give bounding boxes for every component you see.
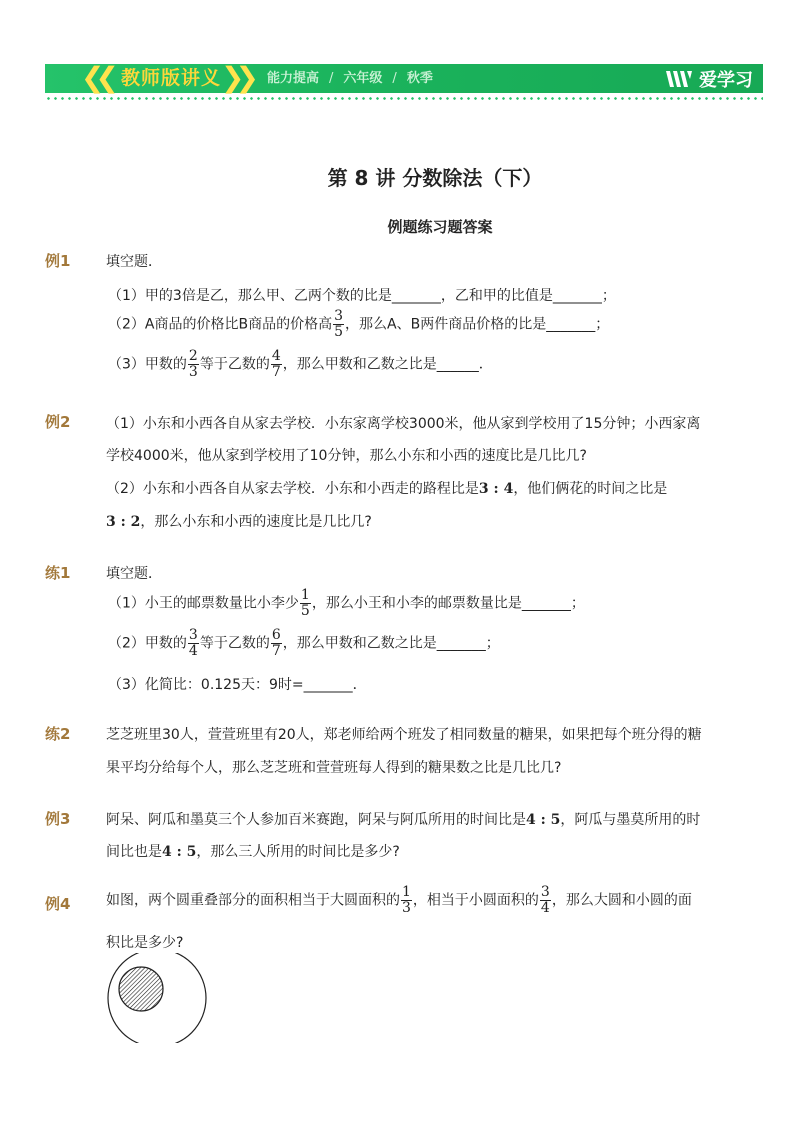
chevron-right-icon: ❯❯ [221,61,250,94]
q-text: 等于乙数的 [199,356,270,373]
q-text: ，相当于小圆面积的 [412,892,539,909]
q-text: 阿呆、阿瓜和墨莫三个人参加百米赛跑，阿呆与阿瓜所用的时间比是 [106,812,526,828]
practice-1-q2 [108,628,500,659]
example-3-label: 例3 [45,810,71,828]
denominator: 4 [188,643,198,659]
numerator: 3 [334,308,344,324]
numerator: 3 [188,627,198,643]
practice-1-q3: （3）化简比：0.125天：9时=_______． [108,677,367,693]
ratio: 4 : 5 [162,844,197,860]
example-1-label: 例1 [45,252,71,270]
q-text: ，那么小东和小西的速度比是几比几? [140,514,372,530]
example-3-line1 [106,809,700,829]
practice-1-intro: 填空题． [106,566,162,582]
q-text: （2）甲数的 [108,635,187,652]
example-2-p2-line1 [106,478,667,498]
practice-2-line2: 果平均分给每个人，那么芝芝班和萱萱班每人得到的糖果数之比是几比几? [106,760,562,776]
practice-1-label: 练1 [45,564,71,582]
denominator: 3 [402,900,411,916]
q-text: （2）A商品的价格比B商品的价格高 [108,316,333,333]
breadcrumb-separator: / [392,71,397,86]
section-title: 例题练习题答案 [387,218,493,236]
q-text: ，那么甲数和乙数之比是_______； [282,635,500,652]
ratio: 3 : 2 [106,514,141,530]
q-text: ，那么小王和小李的邮票数量比是_______； [311,595,585,612]
denominator: 3 [188,364,198,380]
fraction [188,349,199,380]
brand-logo-icon [664,68,694,90]
q-text: 等于乙数的 [199,635,270,652]
header-banner [45,61,763,94]
ratio: 4 : 5 [526,812,561,828]
practice-1-q1 [108,588,585,619]
practice-2-line1: 芝芝班里30人，萱萱班里有20人，郑老师给两个班发了相同数量的糖果，如果把每个班分得的糖 [106,727,702,743]
q-text: （2）小东和小西各自从家去学校．小东和小西走的路程比是 [106,481,479,497]
numerator: 6 [271,627,281,643]
brand [664,64,753,93]
q-text: 如图，两个圆重叠部分的面积相当于大圆面积的 [106,892,400,909]
q-text: ，那么大圆和小圆的面 [551,892,692,909]
breadcrumb-separator: / [329,71,334,86]
numerator: 2 [188,348,198,364]
example-4-line1 [106,885,692,916]
q-text: ，那么三人所用的时间比是多少? [196,844,400,860]
q-text: （1）小王的邮票数量比小李少 [108,595,299,612]
numerator: 4 [271,348,281,364]
banner-dotted-divider [45,97,763,100]
breadcrumb-level: 能力提高 [267,71,320,86]
denominator: 7 [271,364,281,380]
lesson-title: 第 8 讲 分数除法（下） [327,166,543,190]
example-2-p2-line2 [106,511,372,531]
practice-2-label: 练2 [45,725,71,743]
example-2-p1-line1: （1）小东和小西各自从家去学校．小东家离学校3000米，他从家到学校用了15分钟；小西家离 [106,416,701,432]
breadcrumb-season: 秋季 [406,71,433,86]
chevron-left-icon: ❮❮ [81,61,110,94]
q-text: ，那么A、B两件商品价格的比是_______； [345,316,610,333]
numerator: 1 [402,884,411,900]
denominator: 5 [300,603,310,619]
fraction [401,885,412,916]
example-2-label: 例2 [45,413,71,431]
q-text: 间比也是 [106,844,162,860]
breadcrumb [267,64,433,93]
example-1-intro: 填空题． [106,254,162,270]
fraction [333,309,344,340]
example-4-label: 例4 [45,895,71,913]
fraction [271,628,282,659]
example-2-p1-line2: 学校4000米，他从家到学校用了10分钟，那么小东和小西的速度比是几比几? [106,448,587,464]
q-text: （3）甲数的 [108,356,187,373]
numerator: 3 [540,884,550,900]
q-text: ，阿瓜与墨莫所用的时 [560,812,701,828]
fraction [540,885,551,916]
q-text: ，他们俩花的时间之比是 [513,481,668,497]
fraction [300,588,311,619]
example-3-line2 [106,841,400,861]
fraction [188,628,199,659]
example-4-line2: 积比是多少? [106,935,184,951]
denominator: 5 [334,324,344,340]
example-1-q2 [108,309,609,340]
ratio: 3 : 4 [478,481,514,497]
breadcrumb-grade: 六年级 [343,71,383,86]
venn-diagram [104,953,210,1043]
denominator: 4 [540,900,550,916]
banner-title: 教师版讲义 [121,67,222,89]
fraction [271,349,282,380]
example-1-q3 [108,349,493,380]
q-text: ，那么甲数和乙数之比是______． [282,356,493,373]
denominator: 7 [271,643,281,659]
example-1-q1: （1）甲的3倍是乙，那么甲、乙两个数的比是_______，乙和甲的比值是_______； [108,288,616,304]
numerator: 1 [300,587,310,603]
brand-name: 爱学习 [699,69,753,91]
